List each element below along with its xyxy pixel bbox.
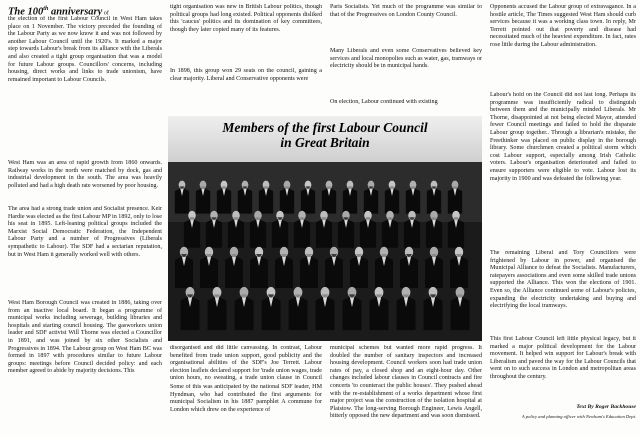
col2-paragraph-4: Some of this was anticipated by the national SDF leader, HM Hyndman, who had contributed the first arguments for municipal Socialism in his 1887 pamphlet A commune for London which drew on the experience of [170, 384, 322, 413]
col4-paragraph-2: Labour's hold on the Council did not last long. Perhaps its programme was insufficiently radical to distinguish between them and the municipally minded Liberals. Mr Thorne, disappointed at not being elected Mayor, attended fewer Council meetings and failed to hold the disparate Labour group together.. Through a librarian's mistake, the Freethinker was placed on public display in the borough library. Some churchmen created a political storm which cost Labour support, especially among Irish Catholic voters. Labour's organisation deteriorated and failed to ensure supporters were eligible to vote. Labour lost its majority in 1900 and was defeated the following year. [490, 92, 636, 182]
col3-paragraph-4: municipal schemes but wanted more rapid progress. It doubled the number of sanitary inspectors and increased housing development. Council workers soon had trade union rates of pay, a closed shop and an eight-hour day. Other changes included labour clauses in Council contracts and fire concerts 'to counteract the public houses'. They pushed ahead with the re-establishment of a works department whose first major project was the construction of the isolation hospital at Plaistow. The long-serving Borough Engineer, Lewis Angell, bitterly opposed the new department and was soon dismissed. [330, 345, 482, 420]
author-role: A policy and planning officer with Newham's Education Dept. [521, 414, 636, 419]
col4-paragraph-1: Opponents accused the Labour group of extravagance. In a hostile article, The Times suggested West Ham should curb services because it was a working class town. In reply, Mr Terrett pointed out that poverty and disease had necessitated much of the heaviest expenditure. In fact, rates rose little during the Labour administration. [490, 4, 636, 48]
col2-paragraph-3: disorganised and did little canvassing. In contrast, Labour benefited from trade union support, good publicity and the organisational abilities of the SDF's Joe Terrett. Labour election leaflets declared support for 'trade union wages, trade union hours, no sweating, a trade union clause in Council [170, 345, 322, 382]
article-title: The 100th anniversary of [8, 6, 109, 18]
col2-paragraph-2: In 1898, this group won 29 seats on the council, gaining a clear majority. Liberal and Conservative opponents were [170, 68, 322, 82]
col3-paragraph-3: On election, Labour continued with existing [330, 99, 438, 105]
photo-caption: Members of the first Labour Council in Great Britain [222, 120, 428, 150]
col4-paragraph-3: The remaining Liberal and Tory Councillors were frightened by Labour in power, and organised the Municipal Alliance to defeat the Socialists. Manufacturers, ratepayers associations and even some skilled trade unions supported the Alliance. This won the elections of 1901. Even so, the Alliance continued some of Labour's policies, expanding the electricity undertaking and buying and electrifying the local tramways. [490, 250, 636, 310]
author-credit: Text By Roger Backhouse [576, 404, 636, 410]
council-photo [168, 116, 482, 341]
col3-paragraph-1: Paris Socialists. Yet much of the programme was similar to that of the Progressives on London County Council. [330, 4, 482, 18]
col2-paragraph-1: tight organisation was new in British Labour politics, though political groups had long existed. Political opponents disliked this 'caucus' politics and its domination of key committees, though they later copied many of its features. [170, 4, 322, 33]
col3-paragraph-2: Many Liberals and even some Conservatives believed key services and local monopolies such as water, gas, tramways or electricity should be in municipal hands. [330, 48, 482, 70]
col1-paragraph-1: the election of the first Labour Council in West Ham takes place on 1 November. The victory preceded the founding of the Labour Party as we now know it and was not followed by another Labour Council until the 1920's. It marked a major step towards Labour's break from its alliance with the Liberals and also created a tight group organisation that was a model for future Labour groups. Councillors' concerns, including housing, direct works and links to trade unionism, have remained important to Labour Councils. [8, 16, 162, 83]
col4-paragraph-4: This first Labour Council left little physical legacy, but it marked a major political development for the Labour movement. It helped win support for Labour's break with Liberalism and paved the way for the Labour Councils that went on to such success in London and metropolitan areas throughout the century. [490, 336, 636, 380]
col1-paragraph-2: West Ham was an area of rapid growth from 1860 onwards. Railway works in the north were matched by dock, gas and industrial development in the south. The area was heavily polluted and had a high death rate worsened by poor housing. [8, 160, 162, 189]
col1-paragraph-3: The area had a strong trade union and Socialist presence. Keir Hardie was elected as the first Labour MP in 1892, only to lose his seat in 1895. Left-leaning political groups included the Marxist Social Democratic Federation, the Independent Labour Party and a number of Progressives (Liberals sympathetic to Labour). The SDF had a sectarian reputation, but in West Ham it generally worked well with others. [8, 206, 162, 258]
group-photograph [168, 162, 482, 341]
col1-paragraph-4: West Ham Borough Council was created in 1886, taking over from an inactive local board. It began a programme of municipal works including sewerage, building libraries and hospitals and starting council housing. The gasworkers union leader and SDF activist Will Thorne was elected a Councillor in 1891, and was joined by six other Socialists and Progressives in 1894. The Labour group on West Ham BC was formed in 1897 with procedures similar to future Labour groups: meetings before Council decided policy: and each member agreed to abide by majority decisions. This [8, 300, 162, 375]
